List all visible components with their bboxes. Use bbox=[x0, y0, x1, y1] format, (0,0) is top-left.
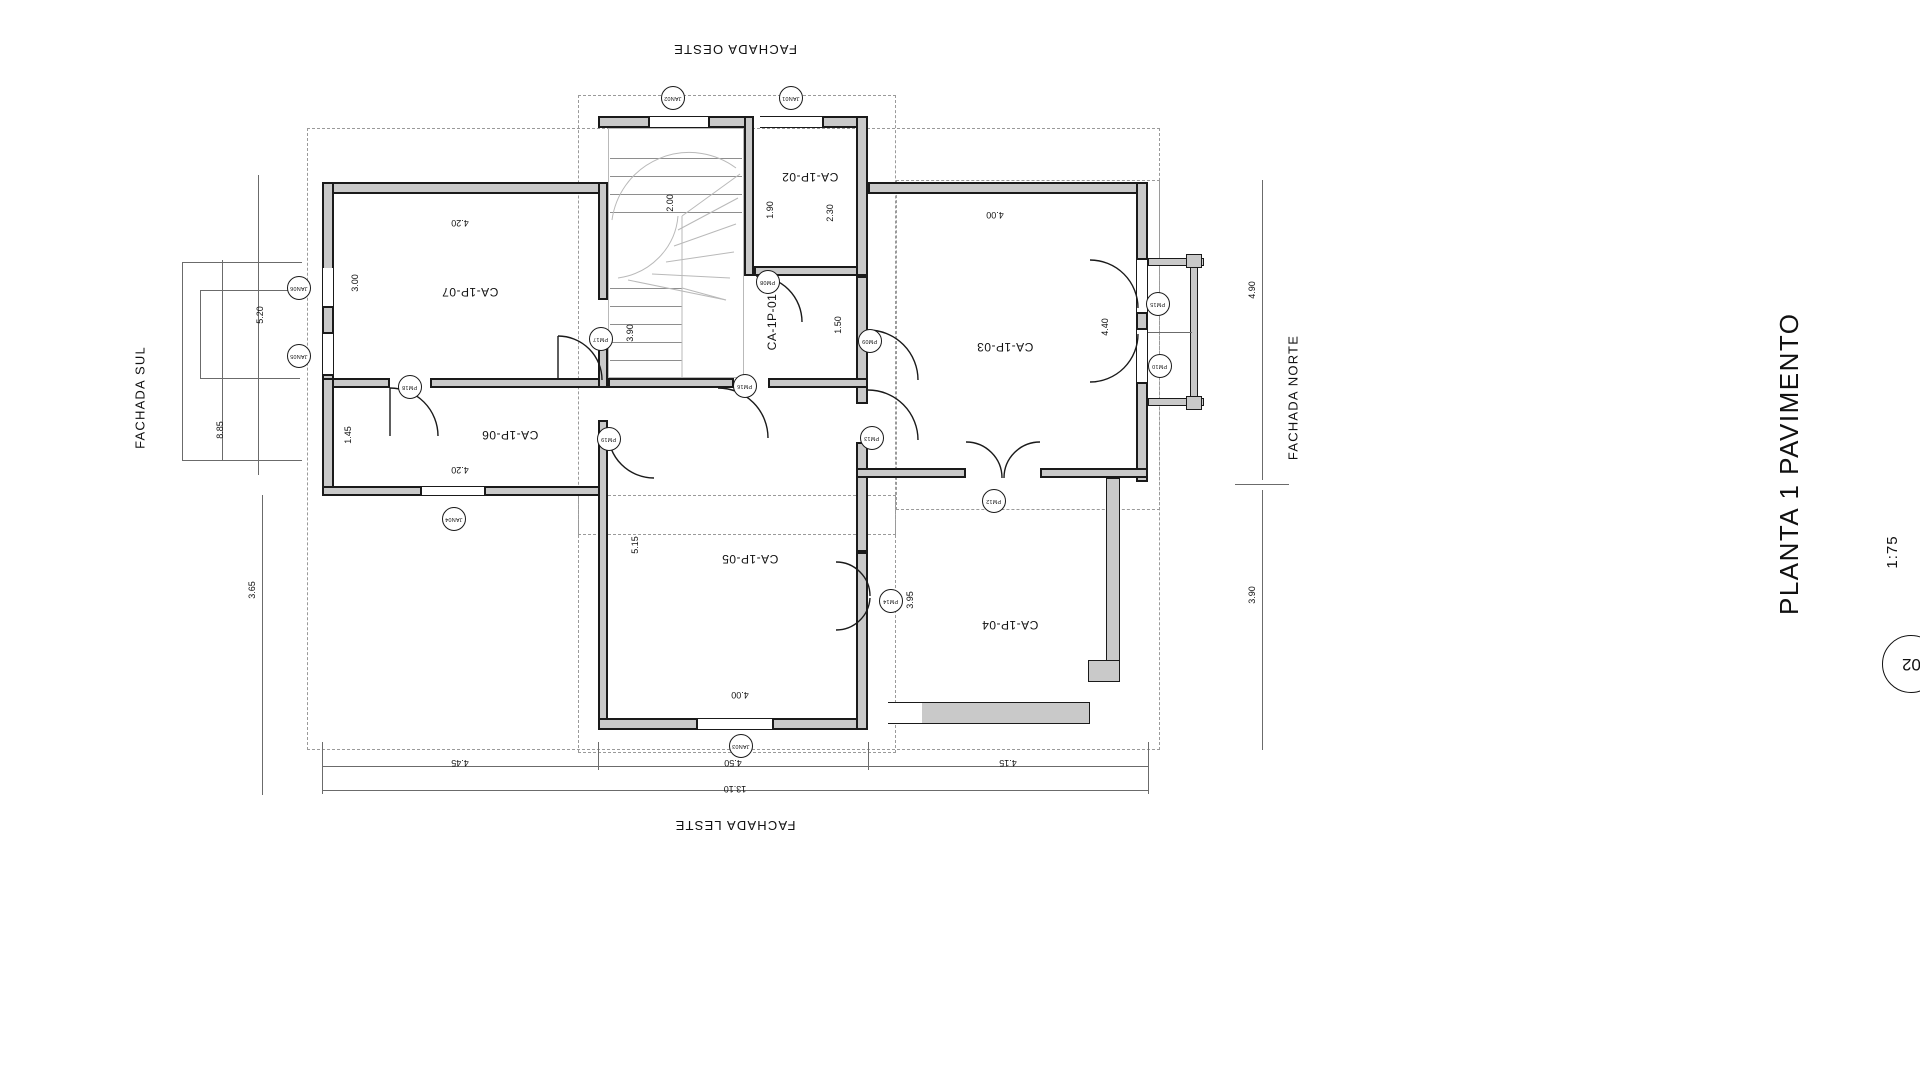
dim-ext-490: 4.90 bbox=[1247, 281, 1257, 299]
tag-jan04[interactable] bbox=[442, 507, 466, 531]
tag-jan02[interactable] bbox=[661, 86, 685, 110]
wall-room02-left bbox=[744, 116, 754, 276]
tag-label: PM16 bbox=[737, 383, 753, 389]
tag-label: PM18 bbox=[402, 384, 418, 390]
wall-room06-left bbox=[322, 378, 334, 496]
tag-label: JAN05 bbox=[290, 353, 308, 359]
sheet-number: 02 bbox=[1901, 655, 1920, 674]
dim-room07-width: 4.20 bbox=[451, 218, 469, 228]
dimtick-right-mid bbox=[1235, 484, 1289, 485]
wall-room04-right bbox=[1106, 478, 1120, 668]
room-label-CA-1P-01: CA-1P-01 bbox=[765, 293, 779, 351]
tag-pm13[interactable] bbox=[860, 426, 884, 450]
wall-corridor-left-bottom bbox=[598, 420, 608, 730]
wall-left-mid bbox=[322, 306, 334, 334]
tag-label: JAN02 bbox=[664, 95, 682, 101]
balcony-post-bottom bbox=[1186, 396, 1202, 410]
tag-pm15[interactable] bbox=[1146, 292, 1170, 316]
wall-room04-bottom bbox=[910, 702, 1090, 724]
wall-corridor-bottom-right bbox=[768, 378, 868, 388]
window-opening-jan06 bbox=[322, 268, 334, 306]
facade-label-south: FACHADA SUL bbox=[132, 346, 148, 449]
sheet-number-bubble[interactable] bbox=[1882, 635, 1920, 693]
opening-room04-bottom bbox=[888, 702, 922, 724]
dimtick-b2 bbox=[598, 742, 599, 770]
drawing-scale: 1:75 bbox=[1884, 535, 1901, 569]
tag-label: PM17 bbox=[593, 336, 609, 342]
tag-jan03[interactable] bbox=[729, 734, 753, 758]
door-opening-pm10 bbox=[1136, 330, 1148, 382]
dimtick-b3 bbox=[868, 742, 869, 770]
wall-right-lower bbox=[1136, 382, 1148, 482]
room-label-CA-1P-07: CA-1P-07 bbox=[441, 285, 499, 299]
wall-corridor-left-lower bbox=[598, 346, 608, 388]
tag-label: JAN01 bbox=[782, 95, 800, 101]
dim-room01-right: 1.50 bbox=[833, 316, 843, 334]
dim-room01-height: 3.90 bbox=[625, 324, 635, 342]
dim-room03-width: 4.00 bbox=[986, 210, 1004, 220]
dimtick-left-a bbox=[182, 262, 302, 263]
dim-room06-height: 1.45 bbox=[343, 426, 353, 444]
dim-room02-height: 2.30 bbox=[825, 204, 835, 222]
room-label-CA-1P-03: CA-1P-03 bbox=[976, 340, 1034, 354]
dim-stair-run: 2.00 bbox=[665, 194, 675, 212]
tag-label: PM10 bbox=[1152, 363, 1168, 369]
tag-label: PM08 bbox=[760, 279, 776, 285]
dimtick-left-c bbox=[200, 378, 300, 379]
wall-room05-bottom-b bbox=[772, 718, 868, 730]
tag-pm14[interactable] bbox=[879, 589, 903, 613]
dim-room05-height: 5.15 bbox=[630, 536, 640, 554]
tag-label: PM14 bbox=[883, 598, 899, 604]
dimtick-b1 bbox=[322, 742, 323, 794]
balcony-rail bbox=[1148, 332, 1192, 333]
tag-pm17[interactable] bbox=[589, 327, 613, 351]
wall-room06-bottom-b bbox=[484, 486, 608, 496]
tag-label: PM12 bbox=[986, 498, 1002, 504]
tag-pm18[interactable] bbox=[398, 375, 422, 399]
wall-top-left bbox=[322, 182, 600, 194]
wall-room05-bottom-a bbox=[598, 718, 698, 730]
wall-room05-right bbox=[856, 552, 868, 730]
tag-jan01[interactable] bbox=[779, 86, 803, 110]
dashed-guide-lower bbox=[578, 495, 899, 753]
tag-label: PM19 bbox=[601, 436, 617, 442]
wall-corridor-bottom-left bbox=[608, 378, 734, 388]
tag-label: JAN06 bbox=[290, 285, 308, 291]
wall-room06-bottom-a bbox=[322, 486, 422, 496]
dim-room06-width: 4.20 bbox=[451, 465, 469, 475]
window-opening-jan01 bbox=[760, 116, 822, 128]
dimline-right-490 bbox=[1262, 180, 1263, 480]
tag-label: JAN03 bbox=[732, 743, 750, 749]
wall-room03-left bbox=[856, 276, 868, 380]
tag-label: PM15 bbox=[1150, 301, 1166, 307]
tag-pm16[interactable] bbox=[733, 374, 757, 398]
page-title: PLANTA 1 PAVIMENTO bbox=[1774, 312, 1804, 615]
facade-label-north: FACHADA NORTE bbox=[1285, 334, 1301, 461]
tag-pm12[interactable] bbox=[982, 489, 1006, 513]
dim-ext-885: 8.85 bbox=[215, 421, 225, 439]
window-opening-jan04 bbox=[422, 486, 484, 496]
room-label-CA-1P-05: CA-1P-05 bbox=[721, 552, 779, 566]
wall-room02-right bbox=[856, 116, 868, 276]
wall-room03-bottom-b bbox=[1040, 468, 1148, 478]
balcony-post-top bbox=[1186, 254, 1202, 268]
wall-room03-left-bot bbox=[856, 442, 868, 552]
wall-room04-right-foot bbox=[1088, 660, 1120, 682]
dim-bottom-total: 13.10 bbox=[723, 784, 747, 794]
tag-pm10[interactable] bbox=[1148, 354, 1172, 378]
dimline-left-ext1 bbox=[182, 262, 183, 460]
dim-room05-width: 4.00 bbox=[731, 690, 749, 700]
dim-room03-inner: 4.40 bbox=[1100, 318, 1110, 336]
wall-right-mid bbox=[1136, 312, 1148, 330]
room-label-CA-1P-06: CA-1P-06 bbox=[481, 428, 539, 442]
tag-label: PM09 bbox=[862, 338, 878, 344]
dimline-left-ext2 bbox=[200, 290, 201, 378]
facade-label-east: FACHADA LESTE bbox=[674, 818, 796, 833]
wall-room03-bottom-a bbox=[856, 468, 966, 478]
dim-ext-520: 5.20 bbox=[255, 306, 265, 324]
window-opening-jan03 bbox=[698, 718, 772, 730]
dimtick-b4 bbox=[1148, 742, 1149, 794]
tag-pm08[interactable] bbox=[756, 270, 780, 294]
dim-room07-height: 3.00 bbox=[350, 274, 360, 292]
facade-label-west: FACHADA OESTE bbox=[673, 42, 797, 57]
dim-bottom-415: 4.15 bbox=[999, 758, 1017, 768]
dim-ext-390: 3.90 bbox=[1247, 586, 1257, 604]
dim-room02-width: 1.90 bbox=[765, 201, 775, 219]
dim-bottom-450: 4.50 bbox=[724, 758, 742, 768]
wall-corridor-left-upper bbox=[598, 182, 608, 300]
wall-right-upper bbox=[1136, 182, 1148, 260]
tag-pm09[interactable] bbox=[858, 329, 882, 353]
dimtick-left-b bbox=[200, 290, 300, 291]
dimtick-left-d bbox=[182, 460, 302, 461]
dim-bottom-445: 4.45 bbox=[451, 758, 469, 768]
dimline-right-390 bbox=[1262, 490, 1263, 750]
wall-top-right bbox=[868, 182, 1148, 194]
tag-label: JAN04 bbox=[445, 516, 463, 522]
tag-label: PM13 bbox=[864, 435, 880, 441]
tag-pm19[interactable] bbox=[597, 427, 621, 451]
dimline-left-365 bbox=[262, 495, 263, 795]
dim-room04-height: 3.95 bbox=[905, 591, 915, 609]
room-label-CA-1P-02: CA-1P-02 bbox=[781, 170, 839, 184]
window-opening-jan02 bbox=[650, 116, 708, 128]
tag-jan06[interactable] bbox=[287, 276, 311, 300]
room-label-CA-1P-04: CA-1P-04 bbox=[981, 618, 1039, 632]
tag-jan05[interactable] bbox=[287, 344, 311, 368]
dim-ext-365: 3.65 bbox=[247, 581, 257, 599]
wall-top-stair-left bbox=[598, 116, 650, 128]
window-opening-jan05 bbox=[322, 334, 334, 374]
wall-between-07-06-b bbox=[430, 378, 610, 388]
